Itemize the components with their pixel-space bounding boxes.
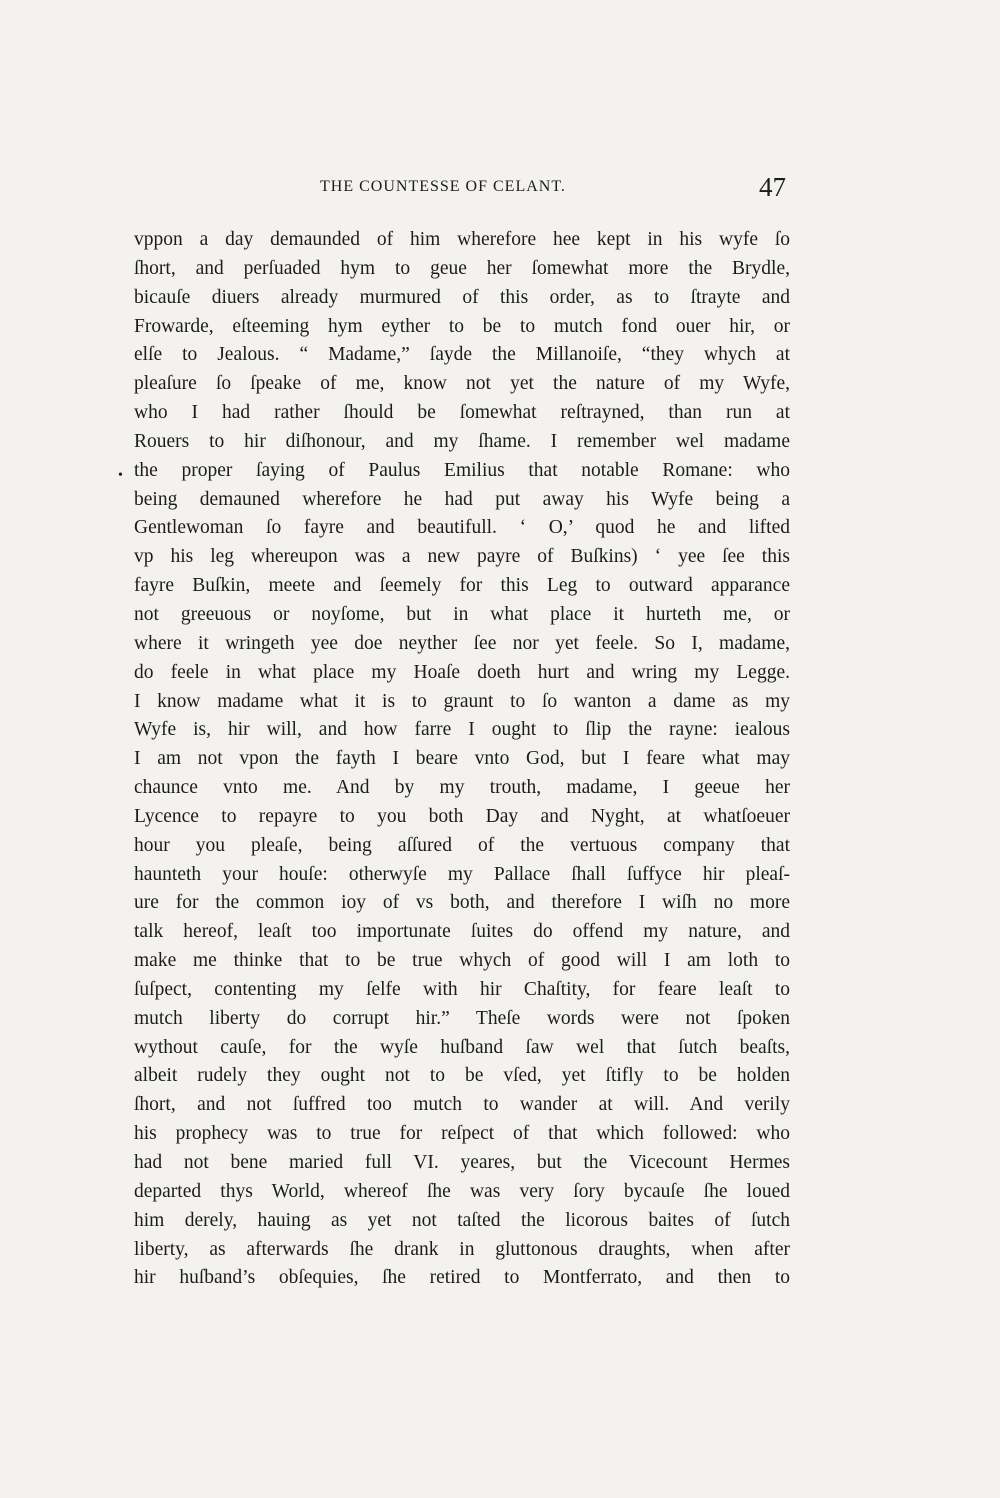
text-line: Lycence to repayre to you both Day and Nyght, at whatſoeuer xyxy=(134,805,790,827)
text-line: Gentlewoman ſo fayre and beautifull. ‘ O,’ quod he and lifted xyxy=(134,517,790,539)
text-line: not greeuous or noyſome, but in what place it hurteth me, or xyxy=(134,603,790,625)
page-number: 47 xyxy=(759,172,786,202)
text-line: had not bene maried full VI. yeares, but the Vicecount Hermes xyxy=(134,1152,790,1173)
text-line: Wyfe is, hir will, and how farre I ought to ſlip the rayne: iealous xyxy=(134,719,790,741)
text-line: departed thys World, whereof ſhe was very ſory bycauſe ſhe loued xyxy=(134,1180,790,1202)
text-line: pleaſure ſo ſpeake of me, know not yet the nature of my Wyfe, xyxy=(134,373,790,395)
text-line: elſe to Jealous. “ Madame,” ſayde the Millanoiſe, “they whych at xyxy=(134,344,790,366)
text-line: him derely, hauing as yet not taſted the licorous baites of ſutch xyxy=(134,1209,790,1231)
text-line: wythout cauſe, for the wyſe huſband ſaw wel that ſutch beaſts, xyxy=(134,1036,790,1058)
text-line: Rouers to hir diſhonour, and my ſhame. I remember wel madame xyxy=(134,430,790,452)
running-head-title: THE COUNTESSE OF CELANT. xyxy=(320,178,566,195)
text-line: mutch liberty do corrupt hir.” Theſe words were not ſpoken xyxy=(134,1007,790,1029)
text-line: talk hereof, leaſt too importunate ſuites do offend my nature, and xyxy=(134,921,790,943)
text-line: bicauſe diuers already murmured of this order, as to ſtrayte and xyxy=(134,286,790,308)
text-line: vppon a day demaunded of him wherefore hee kept in his wyfe ſo xyxy=(134,229,790,250)
text-line: where it wringeth yee doe neyther ſee nor yet feele. So I, madame, xyxy=(134,632,790,654)
text-line: hour you pleaſe, being aſſured of the vertuous company that xyxy=(134,834,790,856)
margin-mark: • xyxy=(118,468,123,483)
text-line: I am not vpon the fayth I beare vnto God, but I feare what may xyxy=(134,748,790,770)
text-line: haunteth your houſe: otherwyſe my Pallace ſhall ſuffyce hir pleaſ- xyxy=(134,863,790,885)
text-line: vp his leg whereupon was a new payre of Buſkins) ‘ yee ſee this xyxy=(134,546,790,568)
text-line: who I had rather ſhould be ſomewhat reſtrayned, than run at xyxy=(134,402,790,424)
text-line: being demauned wherefore he had put away his Wyfe being a xyxy=(134,488,790,510)
text-line: ſhort, and perſuaded hym to geue her ſomewhat more the Brydle, xyxy=(134,257,790,279)
text-line: ſuſpect, contenting my ſelfe with hir Chaſtity, for feare leaſt to xyxy=(134,978,790,1000)
text-line: ſhort, and not ſuffred too mutch to wander at will. And verily xyxy=(134,1094,790,1116)
text-line: liberty, as afterwards ſhe drank in gluttonous draughts, when after xyxy=(134,1238,790,1260)
text-line: the proper ſaying of Paulus Emilius that notable Romane: who xyxy=(134,459,790,481)
text-line: albeit rudely they ought not to be vſed, yet ſtifly to be holden xyxy=(134,1065,790,1087)
text-line: hir huſband’s obſequies, ſhe retired to Montferrato, and then to xyxy=(134,1267,790,1289)
text-line: do feele in what place my Hoaſe doeth hurt and wring my Legge. xyxy=(134,661,790,683)
text-line: I know madame what it is to graunt to ſo wanton a dame as my xyxy=(134,690,790,712)
text-line: his prophecy was to true for reſpect of that which followed: who xyxy=(134,1123,790,1145)
text-line: make me thinke that to be true whych of good will I am loth to xyxy=(134,950,790,972)
text-line: fayre Buſkin, meete and ſeemely for this Leg to outward apparance xyxy=(134,575,790,597)
body-text xyxy=(134,226,790,1293)
running-head xyxy=(134,172,790,212)
text-line: Frowarde, eſteeming hym eyther to be to mutch fond ouer hir, or xyxy=(134,315,790,337)
text-line: ure for the common ioy of vs both, and therefore I wiſh no more xyxy=(134,892,790,914)
text-line: chaunce vnto me. And by my trouth, madame, I geeue her xyxy=(134,777,790,799)
